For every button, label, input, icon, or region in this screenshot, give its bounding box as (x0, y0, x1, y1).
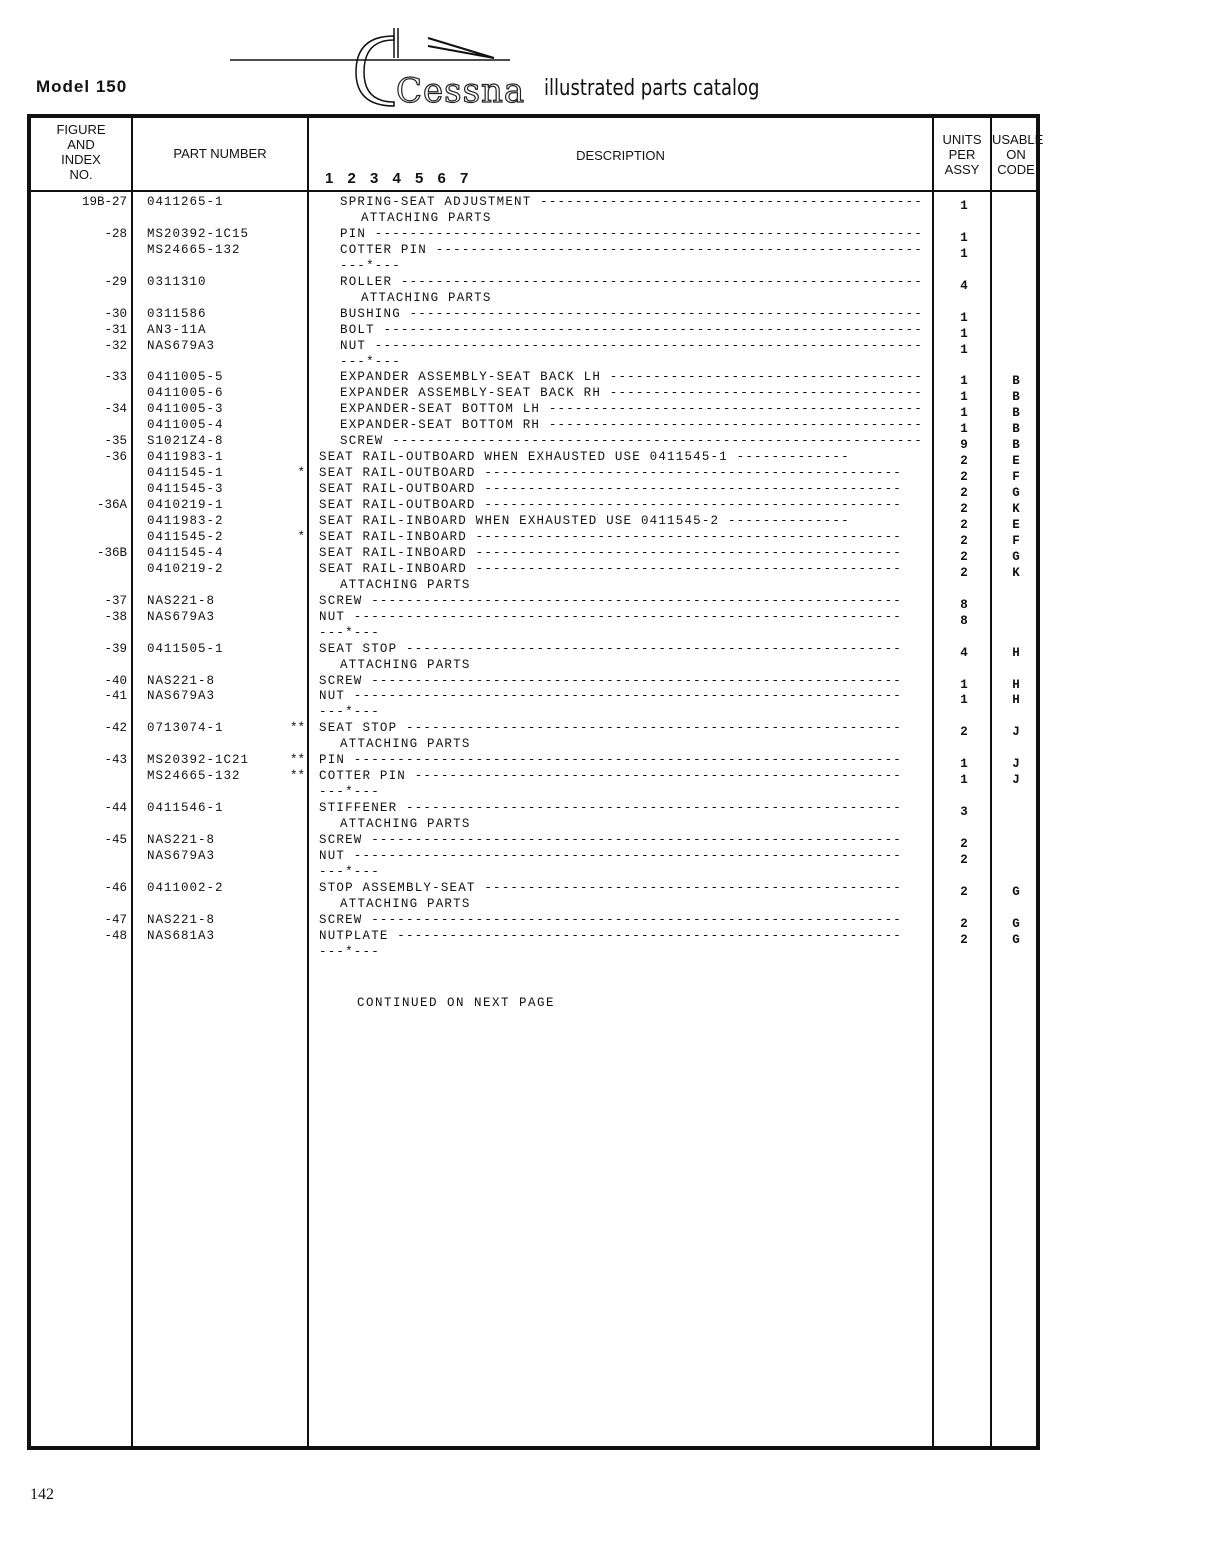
usable-code-cell: F (1012, 533, 1020, 548)
table-row (31, 880, 1036, 899)
usable-code-cell: B (1012, 422, 1020, 437)
description-cell: SCREW ------------------------------------------------------------- (340, 434, 923, 449)
usable-code-cell: B (1012, 438, 1020, 453)
units-cell: 1 (960, 422, 968, 437)
part-number-cell: MS20392-1C21 (147, 753, 250, 768)
usable-code-cell: B (1012, 374, 1020, 389)
table-row (31, 433, 1036, 453)
table-row (31, 354, 1036, 370)
table-row (31, 673, 1036, 692)
description-cell: SEAT RAIL-INBOARD WHEN EXHAUSTED USE 0411545-2 -------------- (319, 514, 850, 528)
part-number-cell: 0411983-1 (147, 450, 224, 465)
figure-index-cell: -39 (104, 641, 127, 656)
description-cell: SEAT RAIL-OUTBOARD ------------------------------------------------ (319, 466, 902, 481)
units-cell: 1 (960, 342, 968, 357)
table-row (31, 529, 1036, 548)
table-row (31, 641, 1036, 660)
part-number-cell: 0411505-1 (147, 641, 224, 656)
part-number-cell: 0411005-3 (147, 402, 224, 417)
description-cell: SEAT RAIL-INBOARD ------------------------------------------------- (319, 529, 902, 544)
table-row (31, 497, 1036, 517)
figure-index-cell: -48 (104, 928, 127, 943)
units-cell: 1 (960, 326, 968, 341)
usable-code-cell: G (1012, 549, 1020, 564)
part-number-cell: MS20392-1C15 (147, 226, 250, 241)
units-cell: 2 (960, 565, 968, 580)
description-cell: SPRING-SEAT ADJUSTMENT -------------------------------------------- (340, 195, 923, 209)
usable-code-cell: H (1012, 693, 1020, 708)
usable-code-cell: G (1012, 916, 1020, 931)
figure-index-cell: -37 (104, 593, 127, 608)
description-cell: BOLT -------------------------------------------------------------- (340, 322, 923, 337)
table-row (31, 832, 1036, 851)
header-divider (31, 190, 1036, 192)
usable-code-cell: G (1012, 486, 1020, 501)
mark-cell: ** (289, 769, 305, 784)
units-cell: 2 (960, 932, 968, 947)
units-cell: 4 (960, 278, 968, 293)
header-part-number: PART NUMBER (173, 146, 267, 161)
description-cell: SEAT STOP --------------------------------------------------------- (319, 641, 902, 656)
units-cell: 1 (960, 406, 968, 421)
part-number-cell: 0713074-1 (147, 721, 224, 736)
figure-index-cell: -30 (104, 306, 127, 321)
description-cell: BUSHING ----------------------------------------------------------- (340, 306, 923, 321)
table-row (31, 385, 1036, 405)
units-cell: 2 (960, 916, 968, 931)
description-cell: SEAT STOP --------------------------------------------------------- (319, 721, 902, 736)
units-cell: 1 (960, 773, 968, 788)
part-number-cell: S1021Z4-8 (147, 434, 224, 449)
part-number-cell: 0411545-4 (147, 545, 224, 560)
table-row (31, 274, 1036, 293)
part-number-cell: NAS679A3 (147, 609, 216, 624)
part-number-cell: 0311310 (147, 274, 207, 289)
table-row (31, 577, 1036, 593)
table-row (31, 481, 1036, 501)
description-cell: SCREW ------------------------------------------------------------- (319, 673, 902, 688)
table-row (31, 912, 1036, 931)
units-cell: 2 (960, 837, 968, 851)
table-row (31, 736, 1036, 752)
usable-code-cell: H (1012, 677, 1020, 692)
part-number-cell: 0411005-4 (147, 418, 224, 433)
description-cell: ATTACHING PARTS (340, 657, 471, 672)
part-number-cell: NAS679A3 (147, 848, 216, 863)
parts-table (27, 114, 1044, 1450)
cessna-logo (228, 24, 760, 111)
table-row (31, 625, 1036, 641)
units-cell: 1 (960, 199, 968, 213)
part-number-cell: 0410219-2 (147, 561, 224, 576)
table-row (31, 449, 1036, 469)
usable-code-cell: B (1012, 390, 1020, 405)
table-row (31, 194, 1036, 213)
continued-note: CONTINUED ON NEXT PAGE (357, 996, 556, 1010)
description-cell: SEAT RAIL-INBOARD ------------------------------------------------- (319, 561, 902, 576)
figure-index-cell: -28 (104, 226, 127, 241)
catalog-title: illustrated parts catalog (544, 76, 760, 101)
mark-cell: ** (289, 753, 305, 768)
part-number-cell: NAS679A3 (147, 338, 216, 353)
usable-code-cell: J (1012, 757, 1020, 772)
model-label: Model 150 (36, 77, 128, 96)
figure-index-cell: -36A (96, 498, 127, 513)
table-row (31, 800, 1036, 820)
header-description: DESCRIPTION (576, 148, 665, 163)
figure-index-cell: -35 (104, 434, 127, 449)
table-row (31, 704, 1036, 720)
units-cell: 1 (960, 230, 968, 245)
table-row (31, 688, 1036, 708)
mark-cell: * (297, 466, 305, 481)
part-number-cell: 0411005-5 (147, 370, 224, 385)
description-cell: ATTACHING PARTS (340, 817, 471, 832)
table-row (31, 609, 1036, 628)
part-number-cell: 0410219-1 (147, 498, 224, 513)
units-cell: 2 (960, 454, 968, 469)
description-cell: ---*--- (319, 625, 380, 640)
description-cell: COTTER PIN -------------------------------------------------------- (340, 242, 923, 257)
figure-index-cell: -29 (104, 274, 127, 289)
description-cell: SEAT RAIL-OUTBOARD ------------------------------------------------ (319, 482, 902, 497)
part-number-cell: NAS681A3 (147, 928, 216, 943)
figure-index-cell: -34 (104, 402, 127, 417)
part-number-cell: 0411546-1 (147, 801, 224, 816)
description-cell: EXPANDER-SEAT BOTTOM LH ------------------------------------------- (340, 402, 923, 417)
description-cell: SCREW ------------------------------------------------------------- (319, 833, 902, 847)
description-cell: ATTACHING PARTS (361, 290, 492, 305)
units-cell: 2 (960, 470, 968, 485)
part-number-cell: 0411545-1 (147, 466, 224, 481)
figure-index-cell: -42 (104, 721, 127, 736)
table-row (31, 768, 1036, 788)
units-cell: 1 (960, 310, 968, 325)
usable-code-cell: E (1012, 454, 1020, 469)
part-number-cell: AN3-11A (147, 322, 207, 337)
description-cell: ---*--- (319, 864, 380, 879)
description-cell: ---*--- (340, 354, 401, 369)
description-cell: NUTPLATE ---------------------------------------------------------- (319, 928, 902, 943)
figure-index-cell: -33 (104, 370, 127, 385)
units-cell: 2 (960, 486, 968, 501)
units-cell: 2 (960, 502, 968, 517)
description-cell: EXPANDER-SEAT BOTTOM RH ------------------------------------------- (340, 418, 923, 433)
table-row (31, 306, 1036, 325)
figure-index-cell: -31 (104, 322, 127, 337)
table-row (31, 816, 1036, 832)
part-number-cell: NAS221-8 (147, 593, 216, 608)
description-cell: STIFFENER --------------------------------------------------------- (319, 801, 902, 816)
description-cell: SCREW ------------------------------------------------------------- (319, 912, 902, 927)
part-number-cell: 0311586 (147, 306, 207, 321)
figure-index-cell: -36B (96, 545, 127, 560)
table-row (31, 720, 1036, 740)
description-cell: ---*--- (340, 258, 401, 273)
description-cell: ATTACHING PARTS (340, 577, 471, 592)
table-row (31, 561, 1036, 580)
table-row (31, 545, 1036, 564)
table-row (31, 401, 1036, 421)
figure-index-cell: -41 (104, 689, 127, 704)
description-cell: ---*--- (319, 944, 380, 959)
table-row (31, 752, 1036, 772)
description-cell: ROLLER ------------------------------------------------------------ (340, 274, 923, 289)
units-cell: 2 (960, 518, 968, 532)
header-units-per-assy: UNITS PER ASSY (942, 132, 982, 177)
table-row (31, 465, 1036, 485)
figure-index-cell: -45 (104, 833, 127, 847)
description-cell: ---*--- (319, 785, 380, 800)
table-row (31, 944, 1036, 960)
table-row (31, 784, 1036, 800)
indent-digits: 1 2 3 4 5 6 7 (325, 170, 474, 187)
header-figure-index: FIGURE AND INDEX NO. (56, 122, 106, 182)
description-cell: NUT --------------------------------------------------------------- (340, 338, 923, 353)
table-row (31, 864, 1036, 880)
table-row (31, 657, 1036, 673)
description-cell: SEAT RAIL-INBOARD ------------------------------------------------- (319, 545, 902, 560)
figure-index-cell: -46 (104, 880, 127, 895)
units-cell: 1 (960, 246, 968, 261)
usable-code-cell: J (1012, 725, 1020, 740)
figure-index-cell: -32 (104, 338, 127, 353)
units-cell: 8 (960, 597, 968, 612)
part-number-cell: 0411002-2 (147, 880, 224, 895)
table-row (31, 928, 1036, 947)
page-number: 142 (30, 1486, 54, 1503)
description-cell: NUT --------------------------------------------------------------- (319, 609, 902, 624)
units-cell: 3 (960, 805, 968, 820)
usable-code-cell: F (1012, 470, 1020, 485)
table-row (31, 338, 1036, 357)
part-number-cell: 0411545-3 (147, 482, 224, 497)
part-number-cell: 0411545-2 (147, 529, 224, 544)
table-row (31, 322, 1036, 341)
table-row (31, 369, 1036, 389)
usable-code-cell: G (1012, 884, 1020, 899)
description-cell: ATTACHING PARTS (361, 210, 492, 225)
description-cell: ---*--- (319, 705, 380, 720)
part-number-cell: NAS221-8 (147, 833, 216, 847)
figure-index-cell: -40 (104, 673, 127, 688)
part-number-cell: 0411983-2 (147, 514, 224, 528)
table-row (31, 513, 1036, 532)
units-cell: 4 (960, 645, 968, 660)
brand-name: Cessna (396, 71, 526, 111)
units-cell: 2 (960, 549, 968, 564)
usable-code-cell: B (1012, 406, 1020, 421)
description-cell: NUT --------------------------------------------------------------- (319, 848, 902, 863)
mark-cell: ** (289, 721, 305, 736)
figure-index-cell: -47 (104, 912, 127, 927)
part-number-cell: MS24665-132 (147, 242, 241, 257)
description-cell: ATTACHING PARTS (340, 737, 471, 752)
units-cell: 2 (960, 884, 968, 899)
units-cell: 2 (960, 852, 968, 867)
table-row (31, 290, 1036, 306)
figure-index-cell: -38 (104, 609, 127, 624)
table-row (31, 210, 1036, 226)
description-cell: NUT --------------------------------------------------------------- (319, 689, 902, 704)
part-number-cell: NAS221-8 (147, 673, 216, 688)
part-number-cell: NAS679A3 (147, 689, 216, 704)
description-cell: SEAT RAIL-OUTBOARD WHEN EXHAUSTED USE 0411545-1 ------------- (319, 450, 850, 465)
units-cell: 2 (960, 725, 968, 740)
description-cell: SCREW ------------------------------------------------------------- (319, 593, 902, 608)
description-cell: PIN --------------------------------------------------------------- (340, 226, 923, 241)
units-cell: 9 (960, 438, 968, 453)
part-number-cell: NAS221-8 (147, 912, 216, 927)
description-cell: EXPANDER ASSEMBLY-SEAT BACK RH ------------------------------------ (340, 386, 923, 401)
mark-cell: * (297, 529, 305, 544)
units-cell: 1 (960, 677, 968, 692)
figure-index-cell: -43 (104, 753, 127, 768)
usable-code-cell: K (1012, 565, 1020, 580)
table-row (31, 896, 1036, 912)
header-usable-on-code: USABLE ON CODE (992, 132, 1044, 177)
usable-code-cell: K (1012, 502, 1020, 517)
table-row (31, 593, 1036, 612)
description-cell: PIN --------------------------------------------------------------- (319, 753, 902, 768)
usable-code-cell: J (1012, 773, 1020, 788)
description-cell: COTTER PIN -------------------------------------------------------- (319, 769, 902, 784)
description-cell: EXPANDER ASSEMBLY-SEAT BACK LH ------------------------------------ (340, 370, 923, 385)
part-number-cell: 0411265-1 (147, 195, 224, 209)
description-cell: STOP ASSEMBLY-SEAT ------------------------------------------------ (319, 880, 902, 895)
units-cell: 1 (960, 757, 968, 772)
units-cell: 1 (960, 693, 968, 708)
figure-index-cell: -44 (104, 801, 127, 816)
description-cell: SEAT RAIL-OUTBOARD ------------------------------------------------ (319, 498, 902, 513)
table-row (31, 258, 1036, 274)
part-number-cell: 0411005-6 (147, 386, 224, 401)
units-cell: 8 (960, 613, 968, 628)
figure-index-cell: 19B-27 (81, 195, 127, 209)
table-row (31, 242, 1036, 261)
units-cell: 1 (960, 374, 968, 389)
part-number-cell: MS24665-132 (147, 769, 241, 784)
usable-code-cell: E (1012, 518, 1020, 532)
usable-code-cell: H (1012, 645, 1020, 660)
units-cell: 1 (960, 390, 968, 405)
description-cell: ATTACHING PARTS (340, 896, 471, 911)
table-row (31, 417, 1036, 437)
figure-index-cell: -36 (104, 450, 127, 465)
usable-code-cell: G (1012, 932, 1020, 947)
units-cell: 2 (960, 533, 968, 548)
table-row (31, 226, 1036, 245)
table-row (31, 848, 1036, 867)
